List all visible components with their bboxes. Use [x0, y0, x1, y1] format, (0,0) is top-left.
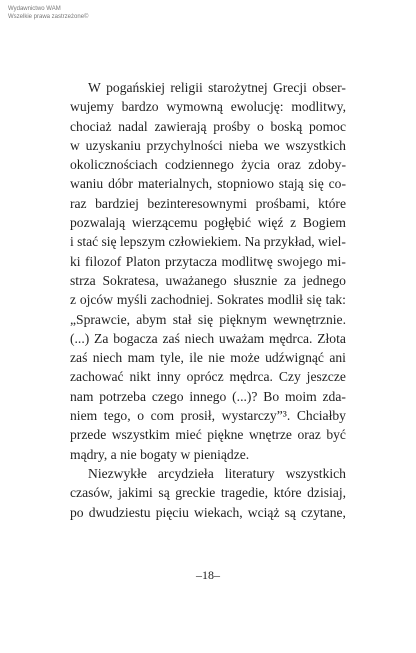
text-line: „Sprawcie, abym stał się pięknym wewnętrznie. — [70, 311, 346, 327]
paragraph-2 — [70, 464, 346, 522]
text-line: wujemy bardzo wymowną ewolucję: modlitwy, — [70, 99, 346, 115]
text-line: czasów, jakimi są greckie tragedie, które dzisiaj, — [70, 485, 346, 501]
text-line: nam potrzeba czego innego (...)? Bo moim zda- — [70, 388, 346, 404]
page-number: –18– — [196, 568, 220, 582]
text-line: ki filozof Platon przytacza modlitwę swojego mi- — [70, 253, 346, 269]
body-text — [70, 78, 346, 522]
text-line: zachować nikt inny oprócz mędrca. Czy jeszcze — [70, 369, 346, 385]
text-line: strza Sokratesa, uważanego słusznie za jednego — [70, 272, 346, 288]
text-line: i stać się lepszym człowiekiem. Na przykład, wiel- — [70, 234, 346, 250]
text-line: niem tego, o com prosił, wystarczy”³. Chciałby — [70, 408, 346, 424]
rights-notice: Wszelkie prawa zastrzeżone© — [8, 14, 89, 20]
text-line: przede wszystkim mieć piękne wnętrze oraz być — [70, 427, 346, 443]
text-line: Niezwykłe arcydzieła literatury wszystkich — [88, 465, 346, 481]
text-line: raz bardziej bezinteresownymi prośbami, które — [70, 195, 346, 211]
text-line: waniu dóbr materialnych, stopniowo stają się co- — [70, 176, 346, 192]
text-line: po dwudziestu pięciu wiekach, wciąż są czytane, — [70, 504, 346, 520]
text-line: chociaż nadal zawierają prośby o boską pomoc — [70, 118, 346, 134]
text-line: z ojców myśli zachodniej. Sokrates modlił się tak: — [70, 292, 346, 308]
text-line: W pogańskiej religii starożytnej Grecji obser- — [88, 80, 346, 95]
text-line: mądry, a nie bogaty w pieniądze. — [70, 446, 250, 462]
text-line: w uzyskaniu przychylności nieba we wszystkich — [70, 137, 346, 153]
publisher-name: Wydawnictwo WAM — [8, 6, 61, 12]
text-line: zaś niech mam tyle, ile nie może udźwignąć ani — [70, 350, 346, 366]
publisher-header — [8, 5, 88, 21]
text-line: (...) Za bogacza zaś niech uważam mędrca. Złota — [70, 330, 346, 346]
text-line: okolicznościach codziennego życia oraz zdoby- — [70, 157, 346, 173]
text-line: pozwalają wierzącemu pogłębić więź z Bogiem — [70, 215, 346, 231]
paragraph-1 — [70, 78, 346, 464]
